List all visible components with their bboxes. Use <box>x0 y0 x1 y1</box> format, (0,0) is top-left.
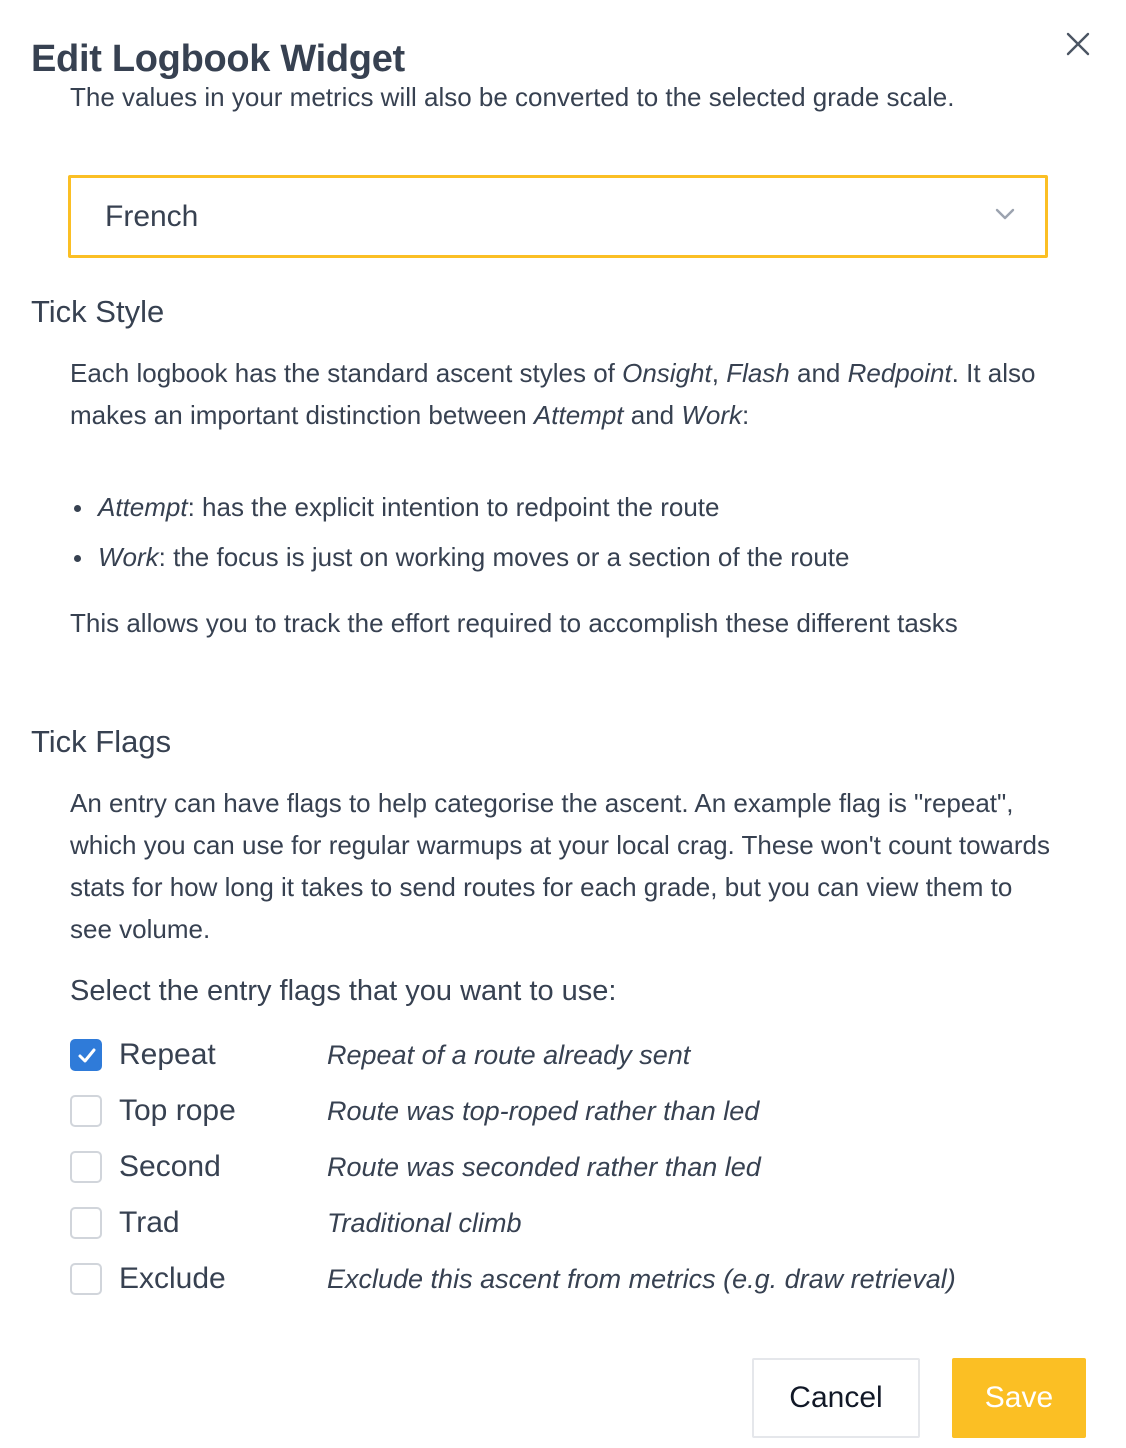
flag-description: Route was top-roped rather than led <box>327 1096 760 1126</box>
flags-select-label: Select the entry flags that you want to use: <box>70 975 617 1007</box>
close-icon <box>1060 26 1096 62</box>
flag-name: Trad <box>119 1206 180 1239</box>
tick-style-heading: Tick Style <box>31 294 165 329</box>
close-button[interactable] <box>1060 26 1096 62</box>
flag-name: Repeat <box>119 1038 216 1071</box>
tick-style-track-text: This allows you to track the effort required to accomplish these different tasks <box>70 608 958 638</box>
flag-row-second[interactable] <box>70 1146 1060 1202</box>
term-work: Work <box>681 400 743 430</box>
flag-row-top-rope[interactable] <box>70 1090 1060 1146</box>
trad-checkbox[interactable] <box>70 1207 102 1239</box>
tick-flags-heading: Tick Flags <box>31 724 172 759</box>
save-button[interactable]: Save <box>952 1358 1086 1438</box>
tick-style-list <box>70 486 1060 586</box>
term-attempt: Attempt <box>533 400 624 430</box>
checkmark-icon <box>75 1044 99 1068</box>
flag-list <box>70 1034 1060 1314</box>
term-flash: Flash <box>726 358 790 388</box>
second-checkbox[interactable] <box>70 1151 102 1183</box>
repeat-checkbox[interactable] <box>70 1039 102 1071</box>
grade-scale-select[interactable] <box>68 175 1048 258</box>
grade-scale-selected-value: French <box>105 200 199 233</box>
chevron-down-icon <box>993 202 1017 226</box>
flag-description: Traditional climb <box>327 1208 522 1238</box>
flag-row-repeat[interactable] <box>70 1034 1060 1090</box>
dialog-title: Edit Logbook Widget <box>31 36 409 82</box>
flag-name: Second <box>119 1150 221 1183</box>
flag-row-trad[interactable] <box>70 1202 1060 1258</box>
term-redpoint: Redpoint <box>847 358 952 388</box>
flag-name: Top rope <box>119 1094 236 1127</box>
top-rope-checkbox[interactable] <box>70 1095 102 1127</box>
flag-description: Exclude this ascent from metrics (e.g. draw retrieval) <box>327 1264 956 1294</box>
list-item: Attempt: has the explicit intention to redpoint the route <box>70 486 1060 528</box>
list-item: Work: the focus is just on working moves or a section of the route <box>70 536 1060 578</box>
tick-style-description: Each logbook has the standard ascent styles of Onsight, Flash and Redpoint. It also makes an important distinction between Attempt and Work: <box>70 358 1036 430</box>
flag-name: Exclude <box>119 1262 226 1295</box>
flag-description: Route was seconded rather than led <box>327 1152 761 1182</box>
term-onsight: Onsight <box>622 358 712 388</box>
flag-description: Repeat of a route already sent <box>327 1040 691 1070</box>
flag-row-exclude[interactable] <box>70 1258 1060 1314</box>
tick-flags-description: An entry can have flags to help categorise the ascent. An example flag is "repeat", which you can use for regular warmups at your local crag. These won't count towards stats for how long it takes to send routes for each grade, but you can view them to see volume. <box>70 788 1050 944</box>
cancel-button[interactable]: Cancel <box>752 1358 920 1438</box>
exclude-checkbox[interactable] <box>70 1263 102 1295</box>
grade-scale-intro: The values in your metrics will also be converted to the selected grade scale. <box>70 82 955 112</box>
